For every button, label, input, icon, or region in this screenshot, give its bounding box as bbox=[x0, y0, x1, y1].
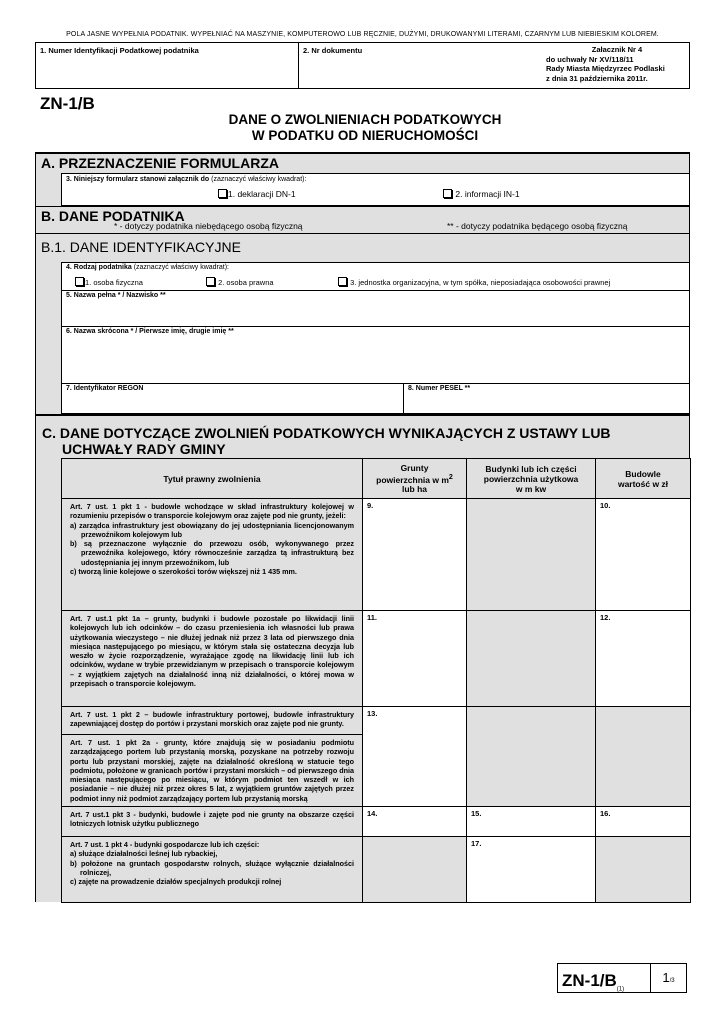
disabled-cell bbox=[596, 707, 691, 807]
note-individual: ** - dotyczy podatnika będącego osobą fizyczną bbox=[447, 221, 628, 231]
buildings-input-15[interactable]: 15. bbox=[467, 807, 596, 837]
table-row bbox=[62, 707, 691, 735]
table-row bbox=[62, 837, 691, 903]
form-code: ZN-1/B bbox=[40, 94, 95, 113]
section-a-title: A. PRZEZNACZENIE FORMULARZA bbox=[41, 155, 279, 171]
section-c-title: C. DANE DOTYCZĄCE ZWOLNIEŃ PODATKOWYCH WYNIKAJĄCYCH Z USTAWY LUB UCHWAŁY RADY GMINY bbox=[42, 425, 611, 457]
structures-input-16[interactable]: 16. bbox=[596, 807, 691, 837]
page-title: DANE O ZWOLNIENIACH PODATKOWYCH W PODATKU OD NIERUCHOMOŚCI bbox=[228, 112, 502, 143]
short-name-field[interactable]: 6. Nazwa skrócona * / Pierwsze imię, drugie imię ** bbox=[61, 326, 690, 384]
option-in1[interactable]: 2. informacji IN-1 bbox=[443, 189, 520, 199]
page-footer bbox=[557, 963, 687, 993]
legal-title-cell: Art. 7 ust. 1 pkt 2a - grunty, które znajdują się w posiadaniu podmiotu zarządzającego portem lub przystanią morską, pozyskane na potrzeby rozwoju portu lub przystani morskiej, zajęte na działalność określoną w statucie tego podmiotu, położone w granicach portów i przystani morskich – od pierwszego dnia miesiąca następującego po miesiącu, w którym podmiot ten wszedł w ich posiadanie – nie dłużej niż przez okres 5 lat, z wyjątkiem gruntów zajętych przez podmiot inny niż podmiot zarządzający portem lub przystanią morską bbox=[62, 735, 363, 807]
table-row bbox=[62, 611, 691, 707]
option-legal-person[interactable]: 2. osoba prawna bbox=[206, 277, 274, 287]
section-b1-title: B.1. DANE IDENTYFIKACYJNE bbox=[41, 239, 241, 255]
checkbox[interactable] bbox=[206, 277, 215, 286]
disabled-cell bbox=[467, 499, 596, 611]
note-non-individual: * - dotyczy podatnika niebędącego osobą fizyczną bbox=[114, 221, 303, 231]
section-b bbox=[35, 206, 690, 233]
col-legal-title: Tytuł prawny zwolnienia bbox=[62, 459, 363, 499]
field-3: 3. Niniejszy formularz stanowi załącznik do (zaznaczyć właściwy kwadrat): 1. deklaracji DN-1 2. informacji IN-1 bbox=[61, 173, 690, 206]
nip-field[interactable]: 1. Numer Identyfikacji Podatkowej podatnika bbox=[36, 43, 299, 88]
buildings-input-17[interactable]: 17. bbox=[467, 837, 596, 903]
land-input-9[interactable]: 9. bbox=[363, 499, 467, 611]
land-input-13[interactable]: 13. bbox=[363, 707, 467, 807]
disabled-cell bbox=[467, 611, 596, 707]
structures-input-12[interactable]: 12. bbox=[596, 611, 691, 707]
fill-instructions: POLA JASNE WYPEŁNIA PODATNIK. WYPEŁNIAĆ NA MASZYNIE, KOMPUTEROWO LUB RĘCZNIE, DUŻYMI, DRUKOWANYMI LITERAMI, CZARNYM LUB NIEBIESKIM KOLOREM. bbox=[66, 31, 659, 38]
doc-number-field[interactable]: 2. Nr dokumentu bbox=[303, 46, 363, 55]
option-organization[interactable]: 3. jednostka organizacyjna, w tym spółka, nieposiadająca osobowości prawnej bbox=[338, 277, 610, 287]
legal-title-cell: Art. 7 ust. 1 pkt 4 - budynki gospodarcze lub ich części: a) służące działalności leśnej lub rybackiej, b) położone na gruntach gospodarstw rolnych, służące wyłącznie działalności rolniczej, c) zajęte na prowadzenie działów specjalnych produkcji rolnej bbox=[62, 837, 363, 903]
disabled-cell bbox=[363, 837, 467, 903]
disabled-cell bbox=[467, 707, 596, 807]
section-b-title: B. DANE PODATNIKA bbox=[41, 208, 185, 224]
legal-title-cell: Art. 7 ust. 1 pkt 1 - budowle wchodzące w skład infrastruktury kolejowej w rozumieniu przepisów o transporcie kolejowym oraz zajęte pod nie grunty, jeżeli: a) zarządca infrastruktury jest obowiązany do jej udostępniania licencjonowanym przewoźnikom kolejowym lub b) są przeznaczone wyłącznie do przewozu osób, wykonywanego przez przewoźnika kolejowego, który równocześnie zarządza tą infrastrukturą bez udostępniania jej innym przewoźnikom, lub c) tworzą linie kolejowe o szerokości torów większej niż 1 435 mm. bbox=[62, 499, 363, 611]
disabled-cell bbox=[596, 837, 691, 903]
pesel-field[interactable]: 8. Numer PESEL ** bbox=[403, 383, 690, 414]
table-row bbox=[62, 807, 691, 837]
option-natural-person[interactable]: 1. osoba fizyczna bbox=[75, 277, 143, 287]
full-name-field[interactable]: 5. Nazwa pełna * / Nazwisko ** bbox=[61, 290, 690, 327]
footer-form-code: $ZN-1/B_{(1)}$ bbox=[562, 971, 625, 993]
option-dn1[interactable]: 1. deklaracji DN-1 bbox=[218, 189, 296, 199]
regon-field[interactable]: 7. Identyfikator REGON bbox=[61, 383, 404, 414]
checkbox[interactable] bbox=[443, 189, 452, 198]
attachment-note: Załacznik Nr 4 do uchwały Nr XV/118/11 Rady Miasta Międzyrzec Podlaski z dnia 31 października 2011r. bbox=[546, 45, 665, 83]
legal-title-cell: Art. 7 ust.1 pkt 3 - budynki, budowle i zajęte pod nie grunty na obszarze części lotniczych lotnisk użytku publicznego bbox=[62, 807, 363, 837]
exemptions-table bbox=[61, 458, 691, 903]
table-header bbox=[62, 459, 691, 499]
legal-title-cell: Art. 7 ust.1 pkt 1a – grunty, budynki i budowle pozostałe po likwidacji linii kolejowych lub ich odcinków – do czasu przeniesienia ich własności lub prawa użytkowania wieczystego – nie dłużej jednak niż przez 3 lata od pierwszego dnia miesiąca następującego po miesiącu, w którym stała się ostateczna decyzja lub weszło w życie rozporządzenie, wyrażające zgodę na likwidację linii lub ich odcinków, wydane w trybie przewidzianym w przepisach o transporcie kolejowym – z wyjątkiem zajętych na działalność inną niż działalności, o której mowa w przepisach o transporcie kolejowym. bbox=[62, 611, 363, 707]
col-structures: Budowle wartość w zł bbox=[596, 459, 691, 499]
field-4: 4. Rodzaj podatnika (zaznaczyć właściwy kwadrat): 1. osoba fizyczna 2. osoba prawna 3. jednostka organizacyjna, w tym spółka, nieposiadająca osobowości prawnej bbox=[61, 262, 690, 291]
checkbox[interactable] bbox=[218, 189, 227, 198]
header-row bbox=[35, 42, 690, 89]
checkbox[interactable] bbox=[338, 277, 347, 286]
table-row bbox=[62, 499, 691, 611]
land-input-14[interactable]: 14. bbox=[363, 807, 467, 837]
structures-input-10[interactable]: 10. bbox=[596, 499, 691, 611]
page-number: 1/3 bbox=[650, 964, 686, 992]
legal-title-cell: Art. 7 ust. 1 pkt 2 – budowle infrastruktury portowej, budowle infrastruktury zapewniającej dostęp do portów i przystani morskich oraz zajęte pod nie grunty. bbox=[62, 707, 363, 735]
col-buildings: Budynki lub ich części powierzchnia użytkowa w m kw bbox=[467, 459, 596, 499]
checkbox[interactable] bbox=[75, 277, 84, 286]
land-input-11[interactable]: 11. bbox=[363, 611, 467, 707]
col-land: Grunty powierzchnia w $m^2$ lub ha bbox=[363, 459, 467, 499]
